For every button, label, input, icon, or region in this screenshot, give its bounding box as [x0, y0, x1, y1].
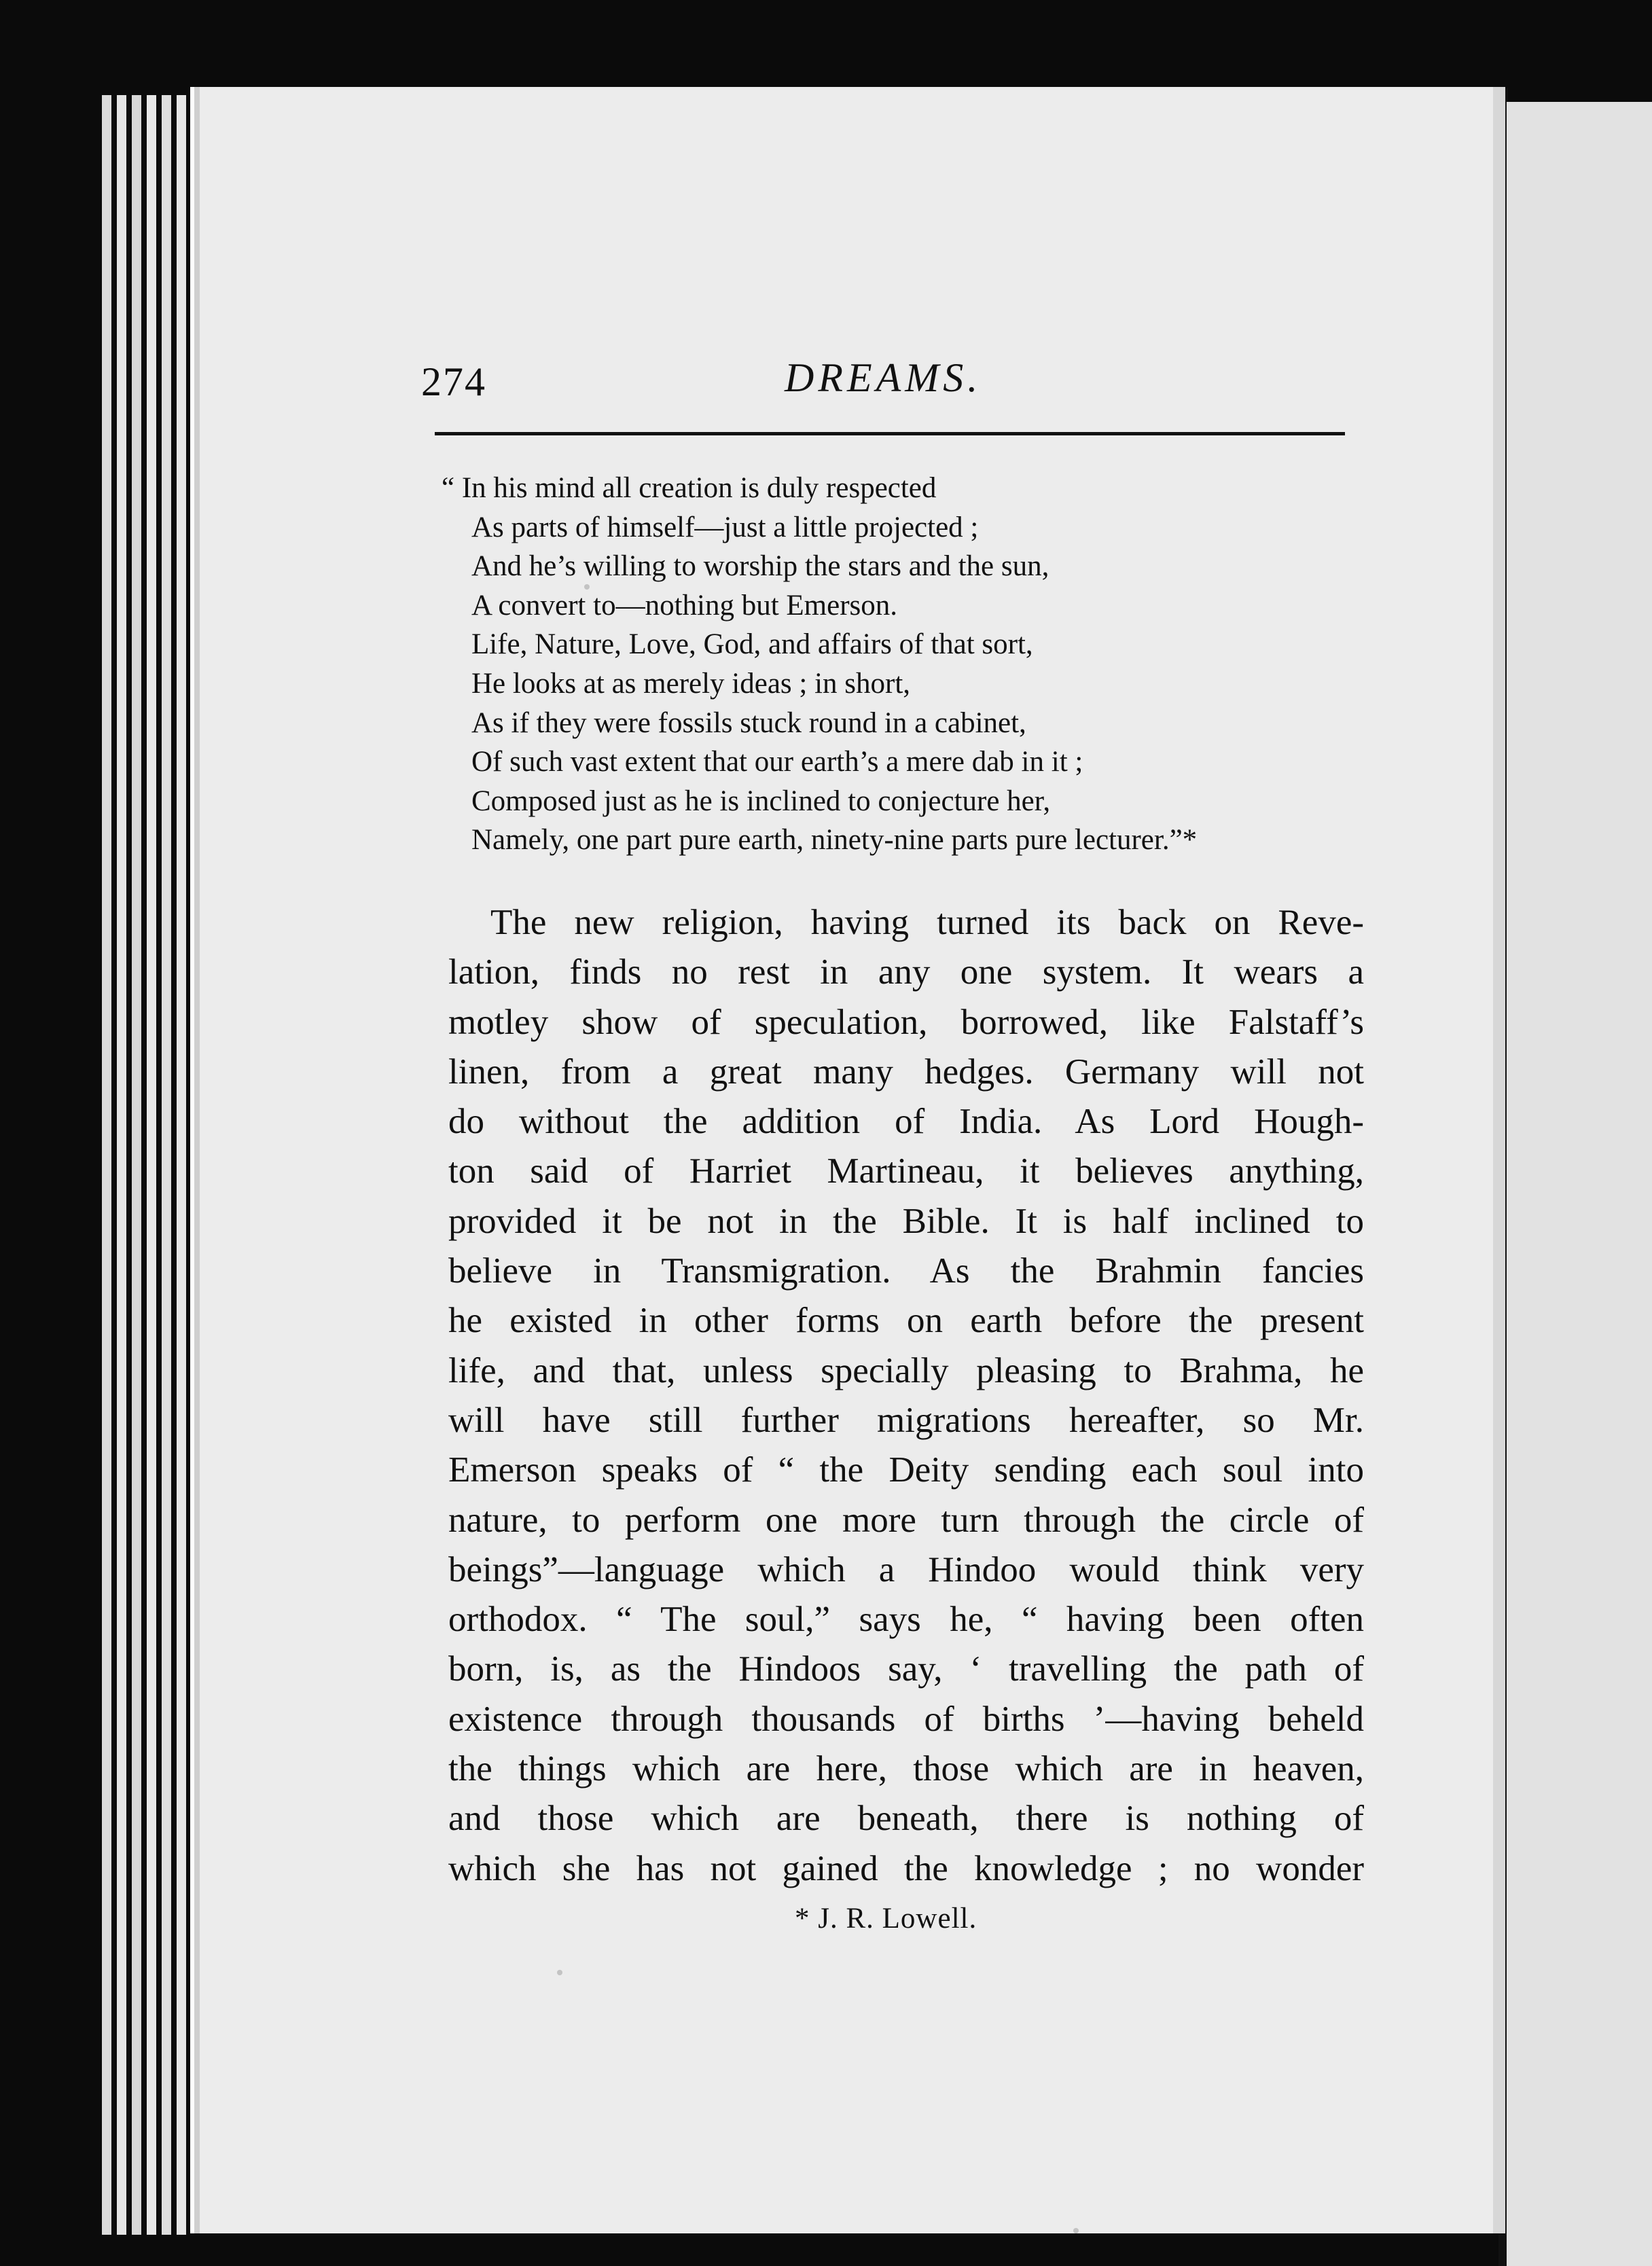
body-line: lation, finds no rest in any one system. It wears a [448, 952, 1364, 992]
body-line: motley show of speculation, borrowed, like Falstaff’s [448, 1002, 1364, 1042]
body-line: orthodox. “ The soul,” says he, “ having been often [448, 1600, 1364, 1640]
body-line: The new religion, having turned its back on Reve- [490, 903, 1364, 942]
body-line: life, and that, unless specially pleasing to Brahma, he [448, 1350, 1364, 1390]
body-line: and those which are beneath, there is nothing of [448, 1799, 1364, 1839]
body-line: do without the addition of India. As Lord Hough- [448, 1102, 1364, 1142]
verse-line: He looks at as merely ideas ; in short, [471, 667, 911, 700]
verse-line: As if they were fossils stuck round in a cabinet, [471, 706, 1026, 739]
body-line: ton said of Harriet Martineau, it believes anything, [448, 1151, 1364, 1191]
verse-line: As parts of himself—just a little projected ; [471, 511, 979, 543]
scan-speck [584, 584, 590, 590]
body-line: linen, from a great many hedges. Germany will not [448, 1051, 1364, 1092]
body-line: he existed in other forms on earth before the present [448, 1301, 1364, 1341]
body-line: born, is, as the Hindoos say, ‘ travelling the path of [448, 1649, 1364, 1689]
body-line: Emerson speaks of “ the Deity sending each soul into [448, 1450, 1364, 1490]
verse-line: Composed just as he is inclined to conjecture her, [471, 785, 1051, 817]
scan-speck [557, 1970, 562, 1975]
body-line: believe in Transmigration. As the Brahmin fancies [448, 1251, 1364, 1291]
body-line: existence through thousands of births ’—having beheld [448, 1699, 1364, 1739]
body-line: will have still further migrations hereafter, so Mr. [448, 1400, 1364, 1440]
footnote: * J. R. Lowell. [795, 1903, 977, 1935]
body-line: which she has not gained the knowledge ; no wonder [448, 1848, 1364, 1888]
adjacent-page-edge [1507, 102, 1652, 2266]
verse-line: Of such vast extent that our earth’s a mere dab in it ; [471, 746, 1083, 778]
verse-quotation [442, 469, 1379, 860]
verse-line: Namely, one part pure earth, ninety-nine parts pure lecturer.”* [471, 824, 1198, 857]
header-rule [435, 432, 1345, 435]
running-title: DREAMS. [785, 355, 982, 400]
page-number: 274 [421, 359, 486, 404]
verse-line: A convert to—nothing but Emerson. [471, 589, 898, 622]
verse-line: “ In his mind all creation is duly respected [442, 472, 937, 504]
body-line: provided it be not in the Bible. It is half inclined to [448, 1201, 1364, 1241]
body-paragraph [448, 898, 1364, 1894]
verse-line: And he’s willing to worship the stars and the sun, [471, 550, 1049, 583]
verse-line: Life, Nature, Love, God, and affairs of that sort, [471, 628, 1033, 661]
body-line: nature, to perform one more turn through the circle of [448, 1500, 1364, 1540]
body-line: beings”—language which a Hindoo would think very [448, 1549, 1364, 1589]
scan-speck [1073, 2228, 1079, 2233]
body-line: the things which are here, those which are in heaven, [448, 1749, 1364, 1789]
